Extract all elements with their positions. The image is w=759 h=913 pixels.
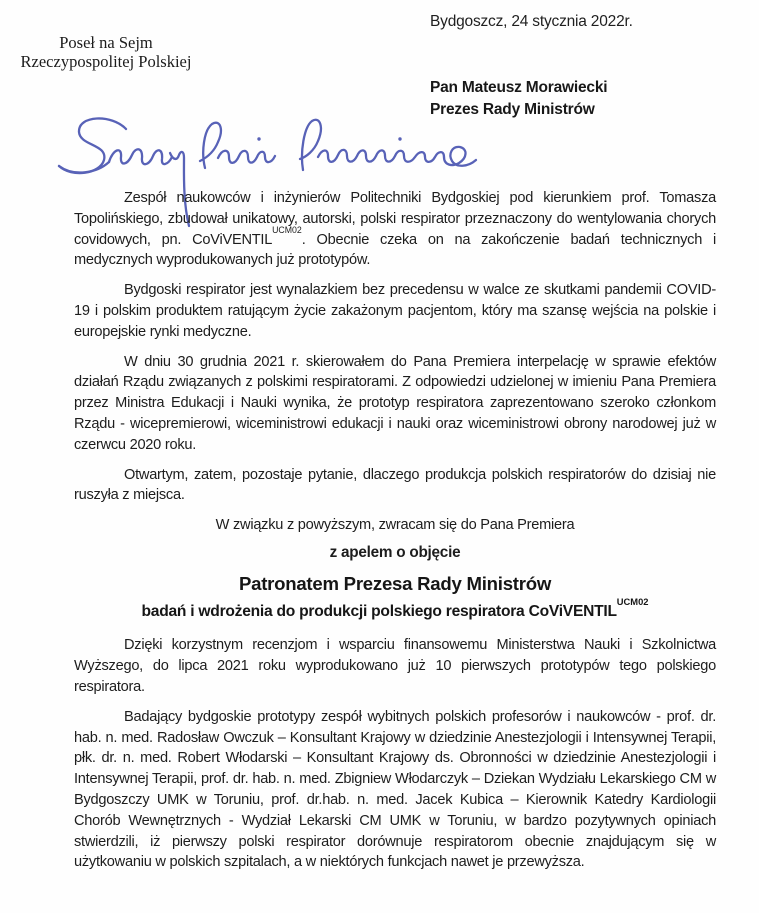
superscript-ucm02: UCM02 — [616, 596, 649, 607]
sender-office-block — [8, 33, 204, 71]
body-paragraph-4: Otwartym, zatem, pozostaje pytanie, dlaczego produkcja polskich respiratorów do dzisiaj nie ruszyła z miejsca. — [74, 466, 716, 504]
appeal-title: Patronatem Prezesa Rady Ministrów — [238, 572, 552, 594]
body-paragraph-5: Dzięki korzystnym recenzjom i wsparciu finansowemu Ministerstwa Nauki i Szkolnictwa Wyższego, do lipca 2021 roku wyprodukowano już 10 pierwszych prototypów tego polskiego respiratora. — [74, 637, 716, 695]
appeal-line-1: z apelem o objęcie — [329, 543, 461, 561]
recipient-title: Prezes Rady Ministrów — [430, 101, 595, 118]
body-paragraph-3: W dniu 30 grudnia 2021 r. skierowałem do Pana Premiera interpelację w sprawie efektów działań Rządu związanych z polskimi respiratorami. Z odpowiedzi udzielonej w imieniu Pana Premiera przez Ministra Edukacji i Nauki wynika, że prototyp respiratora zaprezentowano szeroko członkom Rządu - wicepremierowi, wiceministrowi edukacji i nauki oraz wiceministrowi obrony narodowej już w czerwcu 2020 roku. — [74, 353, 716, 453]
recipient-name: Pan Mateusz Morawiecki — [430, 79, 608, 96]
letter-body — [74, 188, 716, 882]
appeal-subtitle — [74, 596, 716, 623]
superscript-ucm02: UCM02 — [272, 225, 302, 236]
paragraph-text: badań i wdrożenia do produkcji polskiego respiratora CoViVENTIL — [141, 602, 617, 620]
body-paragraph-1 — [74, 188, 716, 271]
paragraph-text: . Obecnie czeka on na zakończenie badań technicznych i medycznych wyprodukowanych już prototypów. — [74, 231, 716, 269]
paragraph-text: Zespół naukowców i inżynierów Politechniki Bydgoskiej pod kierunkiem prof. Tomasza Topolińskiego, zbudował unikatowy, autorski, polski respirator przeznaczony do wentylowania chorych covidowych, pn. CoViVENTIL — [74, 190, 716, 248]
body-paragraph-2: Bydgoski respirator jest wynalazkiem bez precedensu w walce ze skutkami pandemii COVID-19 i polskim produktem ratującym życie zakażonym pacjentom, który ma szansę wejścia na polskie i europejskie rynki medyczne. — [74, 282, 716, 340]
body-paragraph-6: Badający bydgoskie prototypy zespół wybitnych polskich profesorów i naukowców - prof. dr. hab. n. med. Radosław Owczuk – Konsultant Krajowy w dziedzinie Anestezjologii i Intensywnej Terapii, płk. dr. n. med. Robert Włodarski – Konsultant Krajowy ds. Obronności w dziedzinie Anestezjologii i Intensywnej Terapii, prof. dr. hab. n. med. Zbigniew Włodarczyk – Dziekan Wydziału Lekarskiego CM w Bydgoszczy UMK w Toruniu, prof. dr.hab. n. med. Jacek Kubica – Kierownik Katedry Kardiologii Chorób Wewnętrznych - Wydział Lekarski CM UMK w Toruniu, w bardzo pozytywnych opiniach stwierdzili, iż pierwszy polski respirator dorównuje respiratorom obecnie znajdującym się w użytkowaniu w polskich szpitalach, a w niektórych funkcjach nawet je przewyższa. — [74, 708, 716, 871]
sender-line-1: Poseł na Sejm — [59, 33, 153, 52]
letter-date: Bydgoszcz, 24 stycznia 2022r. — [430, 13, 633, 30]
appeal-intro-line: W związku z powyższym, zwracam się do Pana Premiera — [215, 517, 575, 534]
handwritten-greeting-text — [52, 112, 53, 113]
recipient-block — [430, 77, 607, 121]
sender-line-2: Rzeczypospolitej Polskiej — [20, 52, 192, 71]
